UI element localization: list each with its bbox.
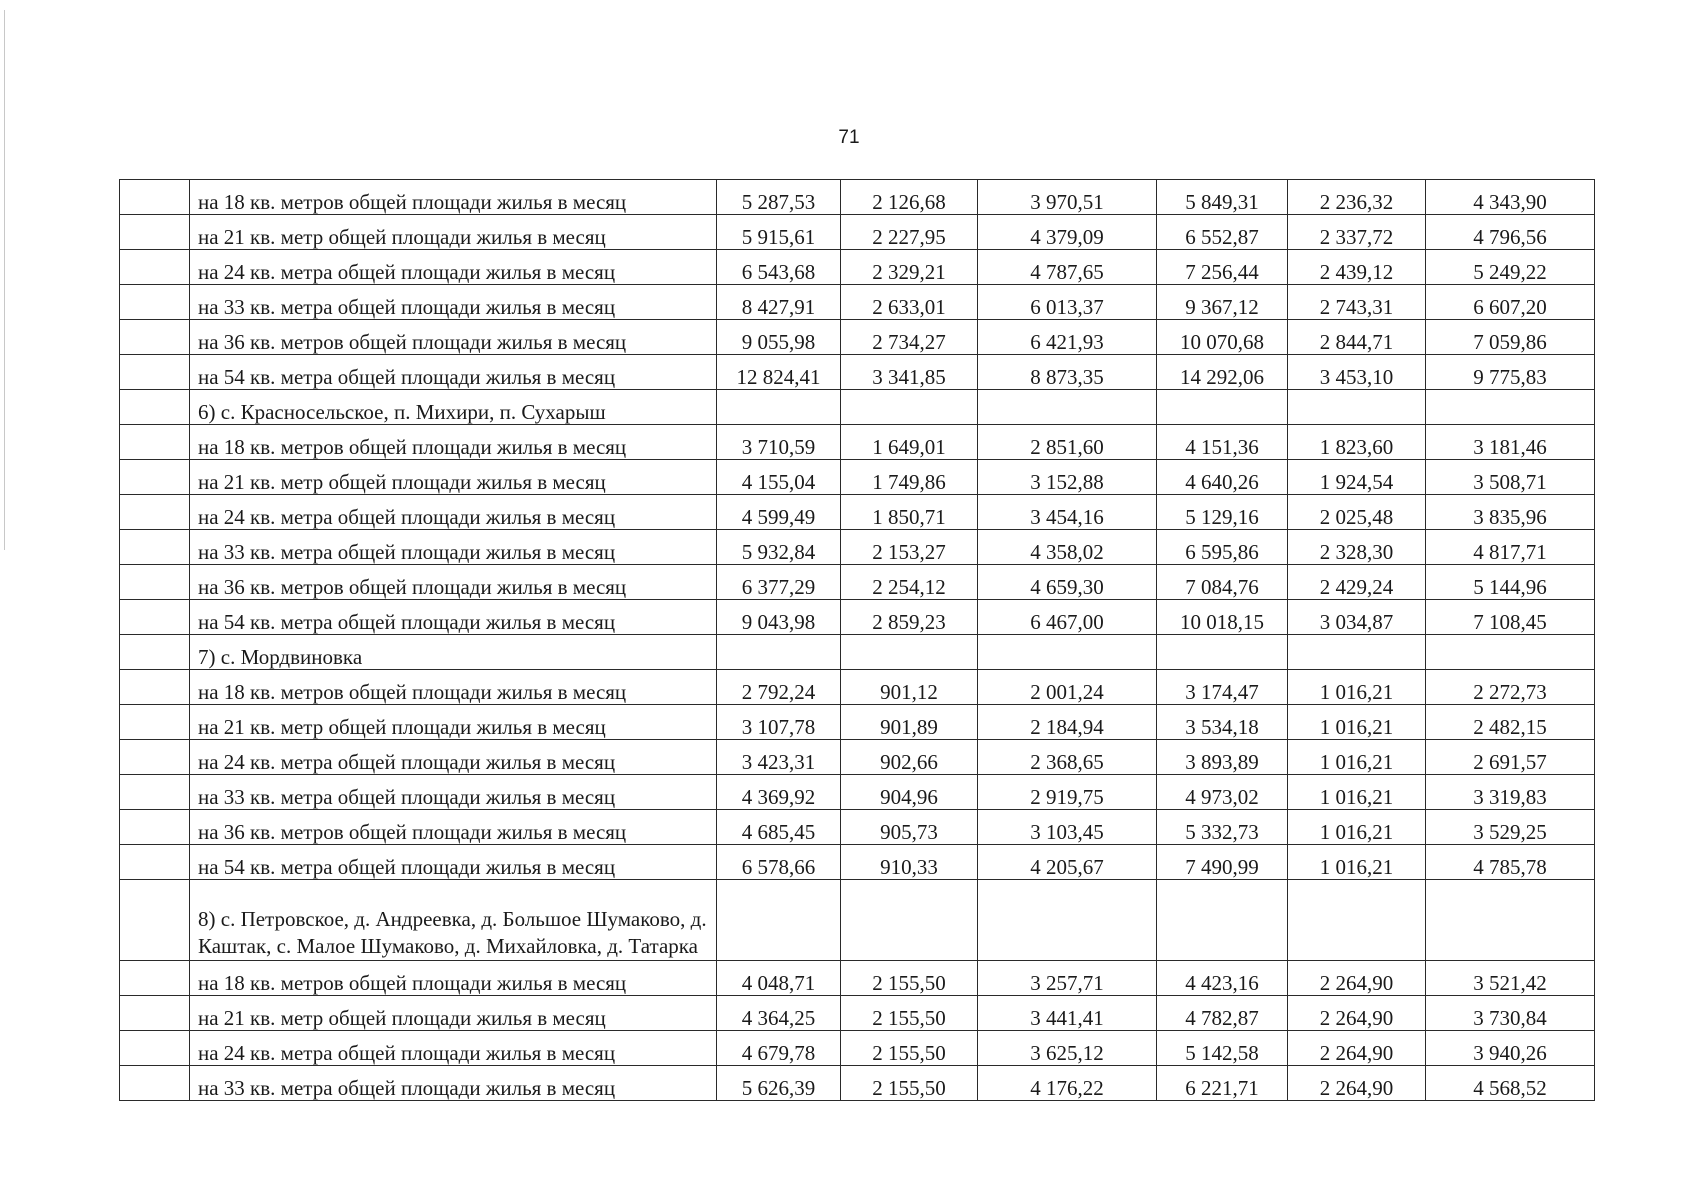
value-cell xyxy=(978,880,1157,961)
area-norm-label: на 33 кв. метра общей площади жилья в месяц xyxy=(190,285,717,320)
value-cell: 901,12 xyxy=(841,670,978,705)
area-norm-label: на 24 кв. метра общей площади жилья в месяц xyxy=(190,1031,717,1066)
tariff-table-body xyxy=(120,180,1595,1101)
table-row xyxy=(120,215,1595,250)
value-cell xyxy=(1426,635,1595,670)
area-norm-label: на 18 кв. метров общей площади жилья в месяц xyxy=(190,670,717,705)
area-norm-label: на 21 кв. метр общей площади жилья в месяц xyxy=(190,460,717,495)
area-norm-label: на 54 кв. метра общей площади жилья в месяц xyxy=(190,845,717,880)
value-cell: 3 835,96 xyxy=(1426,495,1595,530)
value-cell: 3 534,18 xyxy=(1157,705,1288,740)
value-cell xyxy=(1288,635,1426,670)
row-index-cell xyxy=(120,705,190,740)
row-index-cell xyxy=(120,635,190,670)
value-cell: 7 059,86 xyxy=(1426,320,1595,355)
value-cell: 12 824,41 xyxy=(717,355,841,390)
value-cell: 5 144,96 xyxy=(1426,565,1595,600)
value-cell: 2 429,24 xyxy=(1288,565,1426,600)
value-cell: 905,73 xyxy=(841,810,978,845)
value-cell: 7 490,99 xyxy=(1157,845,1288,880)
value-cell: 14 292,06 xyxy=(1157,355,1288,390)
table-row xyxy=(120,250,1595,285)
row-index-cell xyxy=(120,845,190,880)
locality-heading: 8) с. Петровское, д. Андреевка, д. Большое Шумаково, д. Каштак, с. Малое Шумаково, д. Михайловка, д. Татарка xyxy=(190,880,717,961)
value-cell: 2 919,75 xyxy=(978,775,1157,810)
row-index-cell xyxy=(120,180,190,215)
value-cell: 3 341,85 xyxy=(841,355,978,390)
value-cell: 2 153,27 xyxy=(841,530,978,565)
value-cell: 4 155,04 xyxy=(717,460,841,495)
row-index-cell xyxy=(120,390,190,425)
value-cell: 3 940,26 xyxy=(1426,1031,1595,1066)
table-row xyxy=(120,460,1595,495)
table-row xyxy=(120,565,1595,600)
table-row xyxy=(120,1066,1595,1101)
value-cell xyxy=(717,635,841,670)
value-cell: 9 055,98 xyxy=(717,320,841,355)
value-cell: 6 595,86 xyxy=(1157,530,1288,565)
table-row xyxy=(120,705,1595,740)
table-row xyxy=(120,425,1595,460)
value-cell xyxy=(1288,880,1426,961)
row-index-cell xyxy=(120,600,190,635)
value-cell: 3 521,42 xyxy=(1426,961,1595,996)
area-norm-label: на 33 кв. метра общей площади жилья в месяц xyxy=(190,530,717,565)
value-cell: 2 743,31 xyxy=(1288,285,1426,320)
value-cell: 2 328,30 xyxy=(1288,530,1426,565)
value-cell: 7 256,44 xyxy=(1157,250,1288,285)
scan-edge-line xyxy=(4,10,5,550)
table-row xyxy=(120,845,1595,880)
value-cell: 902,66 xyxy=(841,740,978,775)
area-norm-label: на 54 кв. метра общей площади жилья в месяц xyxy=(190,355,717,390)
value-cell: 2 001,24 xyxy=(978,670,1157,705)
value-cell: 2 859,23 xyxy=(841,600,978,635)
value-cell xyxy=(1426,390,1595,425)
value-cell: 1 823,60 xyxy=(1288,425,1426,460)
value-cell: 5 142,58 xyxy=(1157,1031,1288,1066)
row-index-cell xyxy=(120,460,190,495)
area-norm-label: на 36 кв. метров общей площади жилья в месяц xyxy=(190,810,717,845)
value-cell: 9 367,12 xyxy=(1157,285,1288,320)
value-cell: 9 775,83 xyxy=(1426,355,1595,390)
value-cell: 2 155,50 xyxy=(841,996,978,1031)
value-cell: 3 181,46 xyxy=(1426,425,1595,460)
value-cell: 4 568,52 xyxy=(1426,1066,1595,1101)
table-row xyxy=(120,320,1595,355)
value-cell: 6 552,87 xyxy=(1157,215,1288,250)
value-cell: 3 893,89 xyxy=(1157,740,1288,775)
value-cell: 4 679,78 xyxy=(717,1031,841,1066)
value-cell: 4 379,09 xyxy=(978,215,1157,250)
value-cell: 2 155,50 xyxy=(841,961,978,996)
value-cell xyxy=(841,390,978,425)
value-cell: 4 640,26 xyxy=(1157,460,1288,495)
value-cell: 1 016,21 xyxy=(1288,810,1426,845)
row-index-cell xyxy=(120,1031,190,1066)
value-cell: 2 254,12 xyxy=(841,565,978,600)
area-norm-label: на 33 кв. метра общей площади жилья в месяц xyxy=(190,775,717,810)
area-norm-label: на 21 кв. метр общей площади жилья в месяц xyxy=(190,215,717,250)
value-cell: 6 578,66 xyxy=(717,845,841,880)
value-cell: 4 659,30 xyxy=(978,565,1157,600)
value-cell: 2 368,65 xyxy=(978,740,1157,775)
value-cell xyxy=(978,635,1157,670)
table-row xyxy=(120,180,1595,215)
value-cell: 7 084,76 xyxy=(1157,565,1288,600)
value-cell: 5 129,16 xyxy=(1157,495,1288,530)
row-index-cell xyxy=(120,320,190,355)
area-norm-label: на 18 кв. метров общей площади жилья в месяц xyxy=(190,961,717,996)
value-cell: 2 482,15 xyxy=(1426,705,1595,740)
value-cell: 2 264,90 xyxy=(1288,961,1426,996)
value-cell: 4 423,16 xyxy=(1157,961,1288,996)
table-row xyxy=(120,285,1595,320)
area-norm-label: на 21 кв. метр общей площади жилья в месяц xyxy=(190,996,717,1031)
value-cell: 5 287,53 xyxy=(717,180,841,215)
value-cell xyxy=(1426,880,1595,961)
locality-heading: 6) с. Красносельское, п. Михири, п. Сухарыш xyxy=(190,390,717,425)
area-norm-label: на 18 кв. метров общей площади жилья в месяц xyxy=(190,180,717,215)
value-cell: 4 364,25 xyxy=(717,996,841,1031)
value-cell xyxy=(717,880,841,961)
row-index-cell xyxy=(120,215,190,250)
row-index-cell xyxy=(120,565,190,600)
value-cell: 5 332,73 xyxy=(1157,810,1288,845)
value-cell: 2 792,24 xyxy=(717,670,841,705)
row-index-cell xyxy=(120,1066,190,1101)
section-row xyxy=(120,635,1595,670)
value-cell: 2 691,57 xyxy=(1426,740,1595,775)
value-cell: 1 924,54 xyxy=(1288,460,1426,495)
tariff-table xyxy=(119,179,1595,1101)
value-cell: 6 467,00 xyxy=(978,600,1157,635)
value-cell: 8 873,35 xyxy=(978,355,1157,390)
value-cell: 4 358,02 xyxy=(978,530,1157,565)
table-row xyxy=(120,1031,1595,1066)
area-norm-label: на 24 кв. метра общей площади жилья в месяц xyxy=(190,740,717,775)
locality-heading: 7) с. Мордвиновка xyxy=(190,635,717,670)
value-cell: 3 034,87 xyxy=(1288,600,1426,635)
area-norm-label: на 18 кв. метров общей площади жилья в месяц xyxy=(190,425,717,460)
value-cell: 3 454,16 xyxy=(978,495,1157,530)
value-cell: 4 369,92 xyxy=(717,775,841,810)
value-cell: 2 844,71 xyxy=(1288,320,1426,355)
value-cell: 6 543,68 xyxy=(717,250,841,285)
area-norm-label: на 54 кв. метра общей площади жилья в месяц xyxy=(190,600,717,635)
value-cell: 5 626,39 xyxy=(717,1066,841,1101)
value-cell: 4 787,65 xyxy=(978,250,1157,285)
value-cell: 5 249,22 xyxy=(1426,250,1595,285)
row-index-cell xyxy=(120,775,190,810)
value-cell xyxy=(978,390,1157,425)
value-cell: 2 439,12 xyxy=(1288,250,1426,285)
value-cell: 1 749,86 xyxy=(841,460,978,495)
value-cell: 5 915,61 xyxy=(717,215,841,250)
value-cell: 4 151,36 xyxy=(1157,425,1288,460)
value-cell: 3 508,71 xyxy=(1426,460,1595,495)
value-cell: 2 851,60 xyxy=(978,425,1157,460)
value-cell: 6 421,93 xyxy=(978,320,1157,355)
value-cell: 2 155,50 xyxy=(841,1031,978,1066)
value-cell: 3 441,41 xyxy=(978,996,1157,1031)
value-cell: 1 016,21 xyxy=(1288,775,1426,810)
value-cell: 2 272,73 xyxy=(1426,670,1595,705)
value-cell xyxy=(1288,390,1426,425)
value-cell: 4 796,56 xyxy=(1426,215,1595,250)
area-norm-label: на 24 кв. метра общей площади жилья в месяц xyxy=(190,495,717,530)
value-cell: 2 337,72 xyxy=(1288,215,1426,250)
table-row xyxy=(120,600,1595,635)
value-cell: 2 227,95 xyxy=(841,215,978,250)
area-norm-label: на 36 кв. метров общей площади жилья в месяц xyxy=(190,320,717,355)
value-cell: 4 785,78 xyxy=(1426,845,1595,880)
value-cell: 2 329,21 xyxy=(841,250,978,285)
row-index-cell xyxy=(120,810,190,845)
value-cell: 1 016,21 xyxy=(1288,705,1426,740)
value-cell: 7 108,45 xyxy=(1426,600,1595,635)
value-cell xyxy=(1157,880,1288,961)
value-cell: 6 377,29 xyxy=(717,565,841,600)
table-row xyxy=(120,740,1595,775)
area-norm-label: на 21 кв. метр общей площади жилья в месяц xyxy=(190,705,717,740)
value-cell: 6 607,20 xyxy=(1426,285,1595,320)
value-cell xyxy=(841,635,978,670)
value-cell: 2 734,27 xyxy=(841,320,978,355)
value-cell: 4 599,49 xyxy=(717,495,841,530)
value-cell: 4 782,87 xyxy=(1157,996,1288,1031)
row-index-cell xyxy=(120,495,190,530)
area-norm-label: на 24 кв. метра общей площади жилья в месяц xyxy=(190,250,717,285)
row-index-cell xyxy=(120,961,190,996)
table-row xyxy=(120,355,1595,390)
value-cell: 3 103,45 xyxy=(978,810,1157,845)
value-cell: 6 013,37 xyxy=(978,285,1157,320)
area-norm-label: на 36 кв. метров общей площади жилья в месяц xyxy=(190,565,717,600)
table-row xyxy=(120,495,1595,530)
table-row xyxy=(120,775,1595,810)
row-index-cell xyxy=(120,996,190,1031)
value-cell: 3 453,10 xyxy=(1288,355,1426,390)
table-row xyxy=(120,961,1595,996)
value-cell: 3 970,51 xyxy=(978,180,1157,215)
value-cell: 5 849,31 xyxy=(1157,180,1288,215)
value-cell: 3 710,59 xyxy=(717,425,841,460)
value-cell xyxy=(841,880,978,961)
value-cell: 4 205,67 xyxy=(978,845,1157,880)
value-cell: 4 685,45 xyxy=(717,810,841,845)
value-cell xyxy=(717,390,841,425)
value-cell: 6 221,71 xyxy=(1157,1066,1288,1101)
value-cell: 3 319,83 xyxy=(1426,775,1595,810)
row-index-cell xyxy=(120,250,190,285)
value-cell: 2 025,48 xyxy=(1288,495,1426,530)
row-index-cell xyxy=(120,285,190,320)
table-row xyxy=(120,810,1595,845)
value-cell: 3 174,47 xyxy=(1157,670,1288,705)
value-cell: 2 264,90 xyxy=(1288,1031,1426,1066)
value-cell: 1 016,21 xyxy=(1288,740,1426,775)
value-cell: 5 932,84 xyxy=(717,530,841,565)
value-cell: 904,96 xyxy=(841,775,978,810)
value-cell: 3 423,31 xyxy=(717,740,841,775)
value-cell xyxy=(1157,390,1288,425)
section-row xyxy=(120,880,1595,961)
value-cell: 1 649,01 xyxy=(841,425,978,460)
value-cell: 910,33 xyxy=(841,845,978,880)
value-cell: 2 236,32 xyxy=(1288,180,1426,215)
value-cell: 9 043,98 xyxy=(717,600,841,635)
value-cell: 3 257,71 xyxy=(978,961,1157,996)
row-index-cell xyxy=(120,355,190,390)
value-cell: 2 155,50 xyxy=(841,1066,978,1101)
value-cell: 2 633,01 xyxy=(841,285,978,320)
row-index-cell xyxy=(120,740,190,775)
value-cell: 4 343,90 xyxy=(1426,180,1595,215)
value-cell: 1 850,71 xyxy=(841,495,978,530)
value-cell: 4 817,71 xyxy=(1426,530,1595,565)
value-cell: 3 730,84 xyxy=(1426,996,1595,1031)
value-cell: 1 016,21 xyxy=(1288,845,1426,880)
row-index-cell xyxy=(120,880,190,961)
value-cell: 2 126,68 xyxy=(841,180,978,215)
value-cell: 8 427,91 xyxy=(717,285,841,320)
value-cell: 3 529,25 xyxy=(1426,810,1595,845)
value-cell: 4 048,71 xyxy=(717,961,841,996)
value-cell: 901,89 xyxy=(841,705,978,740)
table-row xyxy=(120,670,1595,705)
table-row xyxy=(120,996,1595,1031)
page-number: 71 xyxy=(838,127,860,148)
value-cell: 3 152,88 xyxy=(978,460,1157,495)
value-cell: 3 625,12 xyxy=(978,1031,1157,1066)
value-cell: 2 264,90 xyxy=(1288,1066,1426,1101)
value-cell: 2 264,90 xyxy=(1288,996,1426,1031)
value-cell: 2 184,94 xyxy=(978,705,1157,740)
section-row xyxy=(120,390,1595,425)
area-norm-label: на 33 кв. метра общей площади жилья в месяц xyxy=(190,1066,717,1101)
value-cell: 10 070,68 xyxy=(1157,320,1288,355)
row-index-cell xyxy=(120,425,190,460)
value-cell: 4 176,22 xyxy=(978,1066,1157,1101)
row-index-cell xyxy=(120,670,190,705)
value-cell: 10 018,15 xyxy=(1157,600,1288,635)
value-cell xyxy=(1157,635,1288,670)
value-cell: 1 016,21 xyxy=(1288,670,1426,705)
table-row xyxy=(120,530,1595,565)
row-index-cell xyxy=(120,530,190,565)
value-cell: 3 107,78 xyxy=(717,705,841,740)
value-cell: 4 973,02 xyxy=(1157,775,1288,810)
